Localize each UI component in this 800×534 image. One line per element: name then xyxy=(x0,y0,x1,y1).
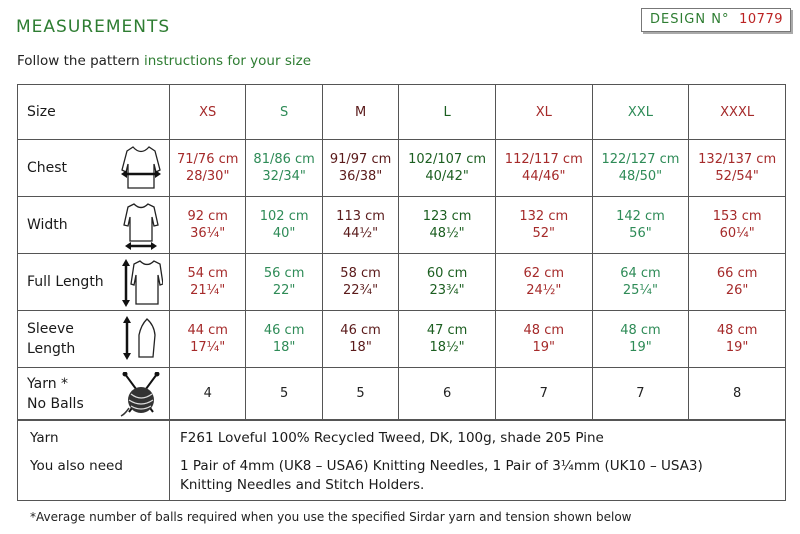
size-xxl: XXL xyxy=(592,85,689,140)
width-xl: 132 cm 52" xyxy=(495,197,592,254)
you-also-need-label: You also need xyxy=(30,458,123,474)
yarn-info-values xyxy=(170,421,786,501)
full-length-xxxl: 66 cm 26" xyxy=(689,254,786,311)
size-s: S xyxy=(246,85,322,140)
sleeve-length-label xyxy=(27,319,75,359)
full-length-xxl: 64 cm 25¼" xyxy=(592,254,689,311)
full-length-xs: 54 cm 21¼" xyxy=(170,254,246,311)
full-length-label-cell xyxy=(18,254,170,311)
need-value-line1: 1 Pair of 4mm (UK8 – USA6) Knitting Needles, 1 Pair of 3¼mm (UK10 – USA3) xyxy=(180,458,703,474)
width-label: Width xyxy=(27,217,68,233)
size-label: Size xyxy=(27,104,56,120)
sleeve-xxxl: 48 cm 19" xyxy=(689,311,786,368)
balls-xxl: 7 xyxy=(592,368,689,420)
chest-xs: 71/76 cm 28/30" xyxy=(170,140,246,197)
chest-xxxl: 132/137 cm 52/54" xyxy=(689,140,786,197)
chest-xl: 112/117 cm 44/46" xyxy=(495,140,592,197)
yarn-info-labels xyxy=(18,421,170,501)
size-header-cell xyxy=(18,85,170,140)
width-xxxl: 153 cm 60¼" xyxy=(689,197,786,254)
size-xl: XL xyxy=(495,85,592,140)
full-length-label: Full Length xyxy=(27,274,104,290)
width-xxl: 142 cm 56" xyxy=(592,197,689,254)
width-row xyxy=(18,197,786,254)
size-m: M xyxy=(322,85,398,140)
yarn-label-line1: Yarn * xyxy=(27,375,69,392)
balls-xs: 4 xyxy=(170,368,246,420)
design-number: 10779 xyxy=(739,12,783,27)
chest-m: 91/97 cm 36/38" xyxy=(322,140,398,197)
sleeve-s: 46 cm 18" xyxy=(246,311,322,368)
yarn-label: Yarn xyxy=(30,430,59,446)
balls-l: 6 xyxy=(399,368,496,420)
full-length-l: 60 cm 23¾" xyxy=(399,254,496,311)
sweater-width-icon xyxy=(119,201,163,251)
yarn-value: F261 Loveful 100% Recycled Tweed, DK, 100g, shade 205 Pine xyxy=(180,430,604,446)
design-number-box xyxy=(641,8,791,32)
chest-xxl: 122/127 cm 48/50" xyxy=(592,140,689,197)
balls-s: 5 xyxy=(246,368,322,420)
width-label-cell xyxy=(18,197,170,254)
sleeve-length-row xyxy=(18,311,786,368)
sleeve-l: 47 cm 18½" xyxy=(399,311,496,368)
sleeve-xxl: 48 cm 19" xyxy=(592,311,689,368)
width-xs: 92 cm 36¼" xyxy=(170,197,246,254)
yarn-balls-label xyxy=(27,374,84,414)
page-title: MEASUREMENTS xyxy=(16,17,171,37)
chest-label: Chest xyxy=(27,160,68,176)
yarn-info-table xyxy=(17,420,786,501)
sleeve-xs: 44 cm 17¼" xyxy=(170,311,246,368)
width-m: 113 cm 44½" xyxy=(322,197,398,254)
full-length-m: 58 cm 22¾" xyxy=(322,254,398,311)
footnote: *Average number of balls required when you use the specified Sirdar yarn and tension shown below xyxy=(30,510,632,524)
full-length-row xyxy=(18,254,786,311)
chest-label-cell xyxy=(18,140,170,197)
full-length-xl: 62 cm 24½" xyxy=(495,254,592,311)
width-s: 102 cm 40" xyxy=(246,197,322,254)
measurements-table xyxy=(17,84,786,420)
chest-s: 81/86 cm 32/34" xyxy=(246,140,322,197)
yarn-balls-label-cell xyxy=(18,368,170,420)
balls-xl: 7 xyxy=(495,368,592,420)
balls-m: 5 xyxy=(322,368,398,420)
chest-l: 102/107 cm 40/42" xyxy=(399,140,496,197)
size-l: L xyxy=(399,85,496,140)
sleeve-length-label-cell xyxy=(18,311,170,368)
width-l: 123 cm 48½" xyxy=(399,197,496,254)
design-label: DESIGN N° xyxy=(650,12,730,27)
sleeve-label-line2: Length xyxy=(27,341,76,357)
size-xs: XS xyxy=(170,85,246,140)
full-length-s: 56 cm 22" xyxy=(246,254,322,311)
sleeve-label-line1: Sleeve xyxy=(27,321,74,337)
size-xxxl: XXXL xyxy=(689,85,786,140)
size-row xyxy=(18,85,786,140)
yarn-label-line2: No Balls xyxy=(27,395,84,412)
sleeve-length-icon xyxy=(119,315,163,365)
subtitle xyxy=(17,53,311,69)
balls-xxxl: 8 xyxy=(689,368,786,420)
need-value-line2: Knitting Needles and Stitch Holders. xyxy=(180,477,425,493)
sleeve-xl: 48 cm 19" xyxy=(495,311,592,368)
chest-row xyxy=(18,140,786,197)
sweater-chest-icon xyxy=(119,144,163,192)
yarn-balls-row xyxy=(18,368,786,420)
subtitle-prefix: Follow the pattern xyxy=(17,53,140,69)
sleeve-m: 46 cm 18" xyxy=(322,311,398,368)
sweater-length-icon xyxy=(119,258,163,308)
subtitle-suffix: instructions for your size xyxy=(143,53,312,69)
yarn-ball-icon xyxy=(119,372,163,418)
